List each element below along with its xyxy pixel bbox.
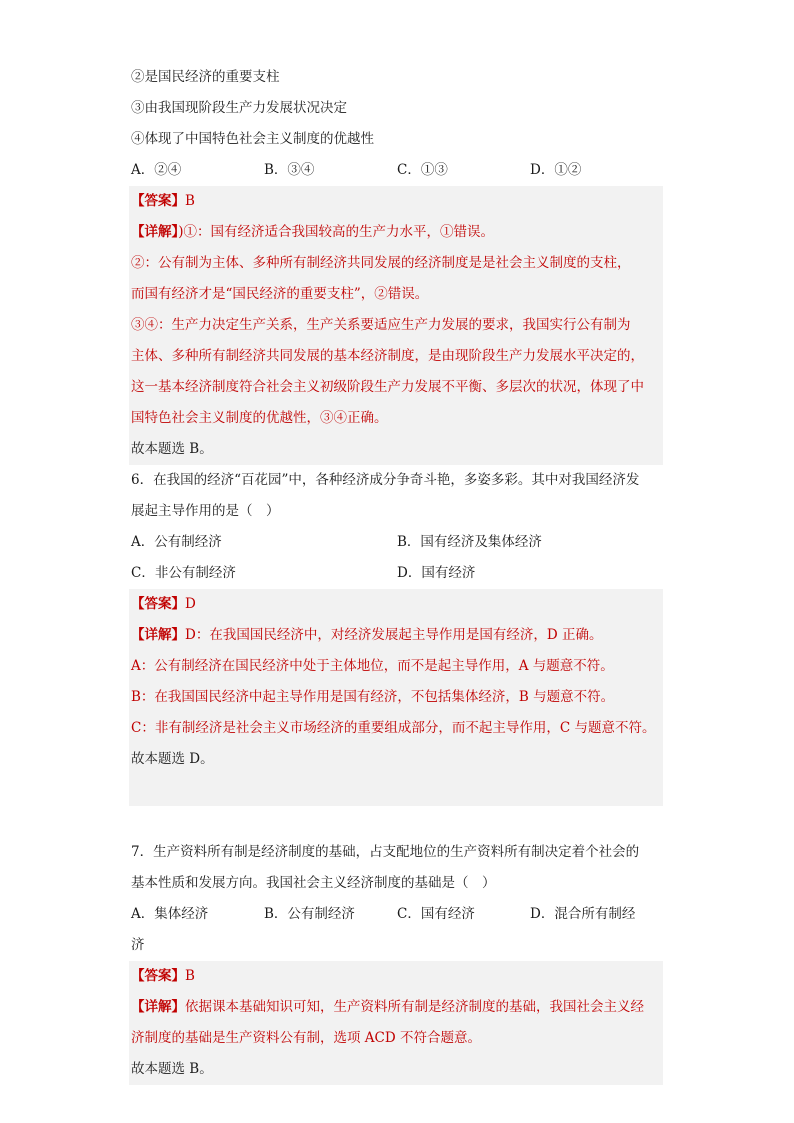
q5-detail-line: 而国有经济才是“国民经济的重要支柱”，②错误。 xyxy=(131,286,429,302)
q6-detail-line xyxy=(131,620,663,651)
q5-statement-3: ③由我国现阶段生产力发展状况决定 xyxy=(131,100,347,116)
q7-option-a: A．集体经济 xyxy=(131,906,209,922)
answer-tag: 【答案】 xyxy=(131,968,185,984)
q6-detail-text: D：在我国国民经济中，对经济发展起主导作用是国有经济，D 正确。 xyxy=(185,627,603,643)
answer-tag: 【答案】 xyxy=(131,193,185,209)
q7-detail-line xyxy=(131,992,663,1023)
q7-answer-block xyxy=(129,961,663,1085)
q7-option-b: B．公有制经济 xyxy=(264,906,355,922)
q7-stem-line: 7．生产资料所有制是经济制度的基础，占支配地位的生产资料所有制决定着个社会的 xyxy=(131,844,640,860)
q5-answer-line xyxy=(131,186,663,217)
q6-answer-block xyxy=(129,589,663,806)
detail-tag: 【详解】 xyxy=(131,224,179,240)
q5-detail-line: 这一基本经济制度符合社会主义初级阶段生产力发展不平衡、多层次的状况，体现了中 xyxy=(131,379,644,395)
q6-answer: D xyxy=(185,596,196,612)
q6-option-a: A．公有制经济 xyxy=(131,534,222,550)
q5-statement-4: ④体现了中国特色社会主义制度的优越性 xyxy=(131,131,374,147)
q5-detail-line: ③④：生产力决定生产关系，生产关系要适应生产力发展的要求，我国实行公有制为 xyxy=(131,317,631,333)
q7-detail-text: 依据课本基础知识可知，生产资料所有制是经济制度的基础，我国社会主义经 xyxy=(185,999,644,1015)
q7-conclusion: 故本题选 B。 xyxy=(131,1061,213,1077)
q6-stem-line: 展起主导作用的是（ ） xyxy=(131,503,280,519)
q6-option-d: D．国有经济 xyxy=(397,565,476,581)
q5-option-b: B．③④ xyxy=(264,162,315,178)
q6-option-b: B．国有经济及集体经济 xyxy=(397,534,542,550)
q7-option-c: C．国有经济 xyxy=(397,906,475,922)
q6-answer-line xyxy=(131,589,663,620)
q7-answer: B xyxy=(185,968,195,984)
q5-option-a: A．②④ xyxy=(131,162,182,178)
q7-options xyxy=(131,899,663,930)
q6-option-c: C．非公有制经济 xyxy=(131,565,236,581)
q6-conclusion: 故本题选 D。 xyxy=(131,751,214,767)
q7-detail-line: 济制度的基础是生产资料公有制，选项 ACD 不符合题意。 xyxy=(131,1030,481,1046)
q6-detail-line: B：在我国国民经济中起主导作用是国有经济，不包括集体经济，B 与题意不符。 xyxy=(131,689,615,705)
q5-statement-2: ②是国民经济的重要支柱 xyxy=(131,69,280,85)
q6-options-row xyxy=(131,558,663,589)
blank-line xyxy=(131,806,663,837)
detail-tag: 【详解】 xyxy=(131,627,185,643)
detail-tag: 【详解】 xyxy=(131,999,185,1015)
answer-tag: 【答案】 xyxy=(131,596,185,612)
q5-option-d: D．①② xyxy=(530,162,582,178)
q5-detail-line xyxy=(131,217,663,248)
q5-detail-text: )①：国有经济适合我国较高的生产力水平，①错误。 xyxy=(178,224,495,240)
q5-answer-block xyxy=(129,186,663,465)
q6-stem-line: 6．在我国的经济“百花园”中，各种经济成分争奇斗艳，多姿多彩。其中对我国经济发 xyxy=(131,472,640,488)
q6-options-row xyxy=(131,527,663,558)
q5-detail-line: 主体、多种所有制经济共同发展的基本经济制度，是由现阶段生产力发展水平决定的， xyxy=(131,348,644,364)
document-page xyxy=(131,62,663,1085)
q5-detail-line: 国特色社会主义制度的优越性，③④正确。 xyxy=(131,410,388,426)
q5-answer: B xyxy=(185,193,195,209)
q5-conclusion: 故本题选 B。 xyxy=(131,441,213,457)
q7-option-d: D．混合所有制经 xyxy=(530,906,636,922)
q5-detail-line: ②：公有制为主体、多种所有制经济共同发展的经济制度是是社会主义制度的支柱， xyxy=(131,255,631,271)
q7-option-d-wrap: 济 xyxy=(131,937,145,953)
q6-detail-line: C：非有制经济是社会主义市场经济的重要组成部分，而不起主导作用，C 与题意不符。 xyxy=(131,720,656,736)
q5-options xyxy=(131,155,663,186)
q5-option-c: C．①③ xyxy=(397,162,448,178)
blank-line xyxy=(131,775,663,806)
q7-stem-line: 基本性质和发展方向。我国社会主义经济制度的基础是（ ） xyxy=(131,875,496,891)
q6-detail-line: A：公有制经济在国民经济中处于主体地位，而不是起主导作用，A 与题意不符。 xyxy=(131,658,614,674)
q7-answer-line xyxy=(131,961,663,992)
